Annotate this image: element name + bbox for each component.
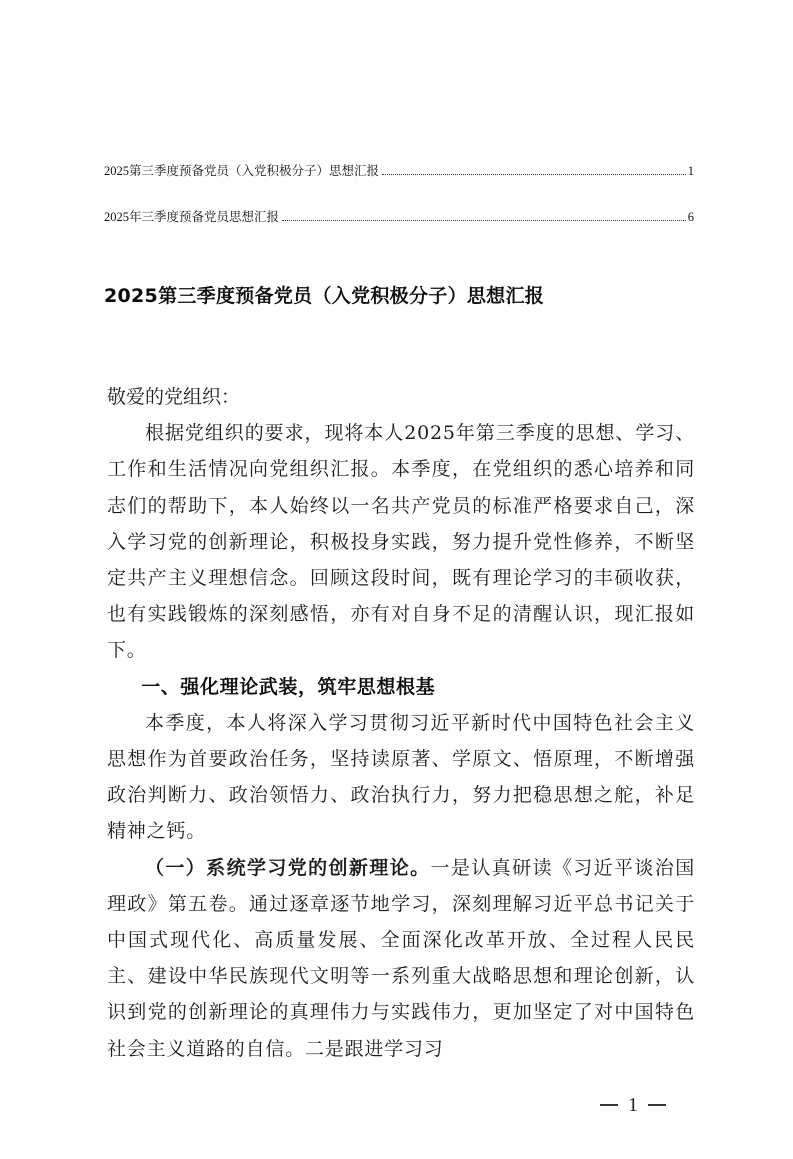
toc-entry-page: 1 xyxy=(687,164,694,178)
toc-dot-leader xyxy=(282,219,686,221)
toc-entry-page: 6 xyxy=(687,210,694,224)
subsection-heading: （一）系统学习党的创新理论。 xyxy=(145,856,431,879)
dash-right xyxy=(648,1104,666,1105)
intro-paragraph: 根据党组织的要求，现将本人2025年第三季度的思想、学习、工作和生活情况向党组织汇报。本季度，在党组织的悉心培养和同志们的帮助下，本人始终以一名共产党员的标准严格要求自己，深入学习党的创新理论，积极投身实践，努力提升党性修养，不断坚定共产主义理想信念。回顾这段时间，既有理论学习的丰硕收获，也有实践锻炼的深刻感悟，亦有对自身不足的清醒认识，现汇报如下。 xyxy=(107,422,695,662)
salutation: 敬爱的党组织： xyxy=(107,386,241,408)
toc-dot-leader xyxy=(382,173,686,175)
section-paragraph: 本季度，本人将深入学习贯彻习近平新时代中国特色社会主义思想作为首要政治任务，坚持读原著、学原文、悟原理，不断增强政治判断力、政治领悟力、政治执行力，努力把稳思想之舵，补足精神之钙。 xyxy=(107,711,695,843)
table-of-contents xyxy=(104,162,694,254)
toc-entry[interactable] xyxy=(104,162,694,208)
toc-entry-title: 2025第三季度预备党员（入党积极分子）思想汇报 xyxy=(104,164,380,178)
subsection-text: 一是认真研读《习近平谈治国理政》第五卷。通过逐章逐节地学习，深刻理解习近平总书记关于中国式现代化、高质量发展、全面深化改革开放、全过程人民民主、建设中华民族现代文明等一系列重大战略思想和理论创新，认识到党的创新理论的真理伟力与实践伟力，更加坚定了对中国特色社会主义道路的自信。二是跟进学习习 xyxy=(107,856,696,1060)
document-body xyxy=(107,379,695,1067)
document-title: 2025第三季度预备党员（入党积极分子）思想汇报 xyxy=(104,285,545,307)
toc-entry-title: 2025年三季度预备党员思想汇报 xyxy=(104,210,280,224)
dash-left xyxy=(600,1104,618,1105)
page-number xyxy=(600,1091,695,1119)
section-heading: 一、强化理论武装，筑牢思想根基 xyxy=(141,675,436,698)
subsection-paragraph xyxy=(107,850,695,1067)
toc-entry[interactable] xyxy=(104,208,694,254)
page-number-value: 1 xyxy=(628,1093,638,1116)
